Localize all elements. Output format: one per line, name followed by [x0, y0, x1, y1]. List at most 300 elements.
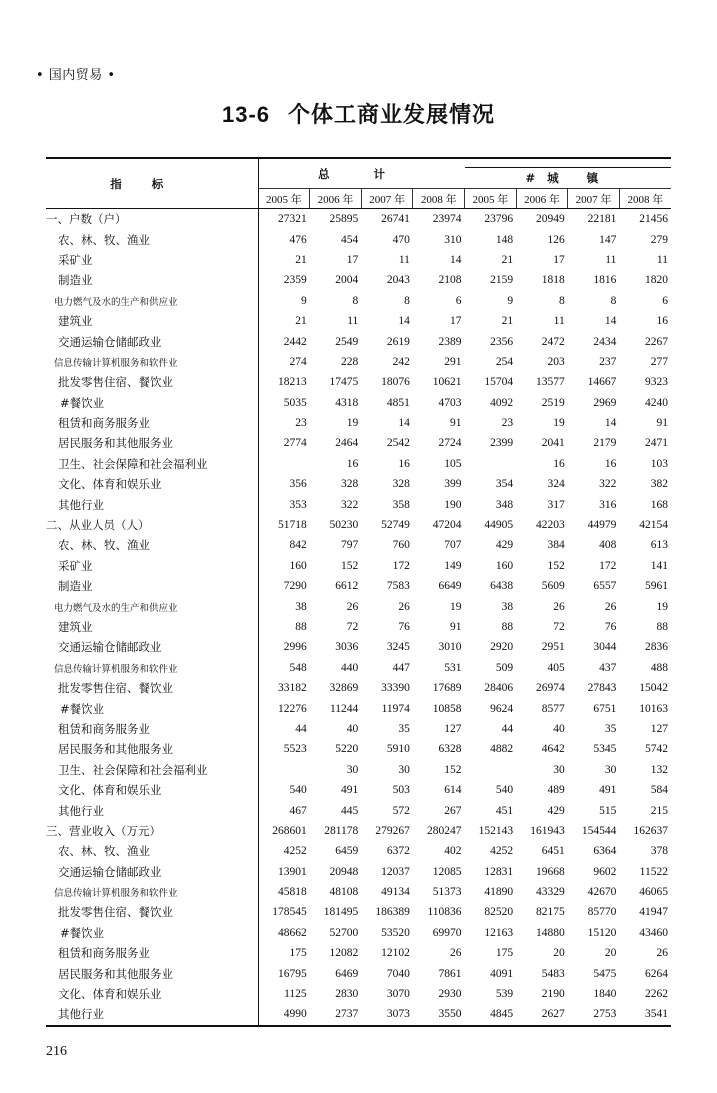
year-header: 2006 年: [516, 189, 568, 209]
cell-value: 445: [341, 804, 359, 817]
row-label: 卫生、社会保障和社会福利业: [46, 760, 258, 780]
cell-value: 186389: [375, 906, 410, 919]
cell-value: 279267: [375, 824, 410, 837]
statistics-table: [46, 157, 671, 1027]
cell-value: 160: [289, 559, 307, 572]
row-label: 一、户数（户）: [46, 209, 258, 230]
year-header: 2005 年: [465, 189, 517, 209]
cell-value: 5523: [283, 743, 307, 756]
row-label: 二、从业人员（人）: [46, 515, 258, 535]
cell-value: 5910: [386, 743, 410, 756]
table-row: [46, 413, 671, 433]
cell-value: 23974: [432, 213, 462, 226]
cell-value: [258, 454, 310, 474]
cell-value: 17689: [432, 682, 462, 695]
cell-value: 103: [650, 457, 668, 470]
cell-value: 38: [501, 600, 514, 613]
cell-value: 10621: [432, 376, 462, 389]
cell-value: 5035: [283, 396, 307, 409]
row-label: 租赁和商务服务业: [46, 943, 258, 963]
table-row: [46, 270, 671, 290]
cell-value: 12082: [329, 947, 359, 960]
cell-value: 5220: [335, 743, 359, 756]
row-label: 批发零售住宿、餐饮业: [46, 372, 258, 392]
cell-value: 6372: [386, 845, 410, 858]
table-row: [46, 352, 671, 372]
cell-value: 2389: [438, 335, 462, 348]
table-row: [46, 311, 671, 331]
cell-value: 2108: [438, 274, 462, 287]
cell-value: 2737: [310, 1004, 362, 1025]
cell-value: 17: [553, 253, 565, 266]
cell-value: 26: [398, 600, 410, 613]
cell-value: 2359: [283, 274, 307, 287]
cell-value: 2774: [283, 437, 307, 450]
cell-value: 488: [650, 661, 668, 674]
cell-value: 168: [650, 498, 668, 511]
cell-value: 19: [656, 600, 668, 613]
cell-value: 33182: [277, 682, 307, 695]
cell-value: 378: [650, 845, 668, 858]
cell-value: 28406: [484, 682, 514, 695]
cell-value: 4092: [490, 396, 514, 409]
cell-value: 17: [450, 315, 462, 328]
table-row: [46, 739, 671, 759]
cell-value: 3070: [386, 988, 410, 1001]
cell-value: 2930: [438, 988, 462, 1001]
row-label: 采矿业: [46, 556, 258, 576]
statistics-table-container: [46, 157, 671, 1027]
cell-value: 127: [444, 722, 462, 735]
cell-value: 44: [295, 722, 307, 735]
cell-value: 46065: [639, 886, 668, 899]
cell-value: 19668: [536, 865, 565, 878]
header-spacer: [465, 158, 671, 168]
cell-value: 2190: [541, 988, 565, 1001]
cell-value: 353: [289, 498, 307, 511]
cell-value: 614: [444, 784, 462, 797]
cell-value: 152: [444, 763, 462, 776]
table-row: [46, 963, 671, 983]
row-label: 其他行业: [46, 800, 258, 820]
cell-value: 88: [501, 621, 514, 633]
cell-value: 408: [599, 539, 617, 552]
cell-value: 19: [346, 417, 359, 430]
cell-value: 26: [346, 600, 359, 613]
table-row: [46, 841, 671, 861]
cell-value: 7290: [283, 580, 307, 593]
table-row: [46, 862, 671, 882]
cell-value: 6612: [335, 580, 359, 593]
indicator-header: 指标: [46, 158, 258, 209]
cell-value: 44979: [587, 519, 617, 532]
cell-value: 707: [444, 539, 462, 552]
cell-value: 15120: [587, 926, 617, 939]
cell-value: 19: [553, 417, 565, 430]
row-label: 居民服务和其他服务业: [46, 433, 258, 453]
page-title: [0, 98, 717, 129]
cell-value: 429: [547, 804, 565, 817]
cell-value: [465, 760, 517, 780]
row-label: 农、林、牧、渔业: [46, 841, 258, 861]
cell-value: 30: [398, 763, 410, 776]
cell-value: 3550: [413, 1004, 465, 1025]
cell-value: 11522: [639, 865, 668, 878]
cell-value: 2724: [438, 437, 462, 450]
cell-value: 476: [289, 233, 307, 246]
cell-value: 348: [495, 498, 514, 511]
cell-value: 2041: [541, 437, 565, 450]
cell-value: 41947: [639, 906, 668, 919]
cell-value: 152: [341, 559, 359, 572]
cell-value: 26: [656, 947, 668, 960]
cell-value: 69970: [432, 926, 462, 939]
row-label: 采矿业: [46, 250, 258, 270]
cell-value: 316: [599, 498, 617, 511]
year-header: 2008 年: [413, 189, 465, 209]
cell-value: 12163: [484, 926, 514, 939]
cell-value: 4703: [438, 396, 462, 409]
year-header: 2005 年: [258, 189, 310, 209]
cell-value: 17475: [329, 376, 359, 389]
cell-value: 2434: [593, 335, 617, 348]
cell-value: 52700: [329, 926, 359, 939]
cell-value: 2267: [645, 335, 668, 348]
cell-value: 4240: [645, 396, 668, 409]
table-row: [46, 494, 671, 514]
table-row: [46, 576, 671, 596]
cell-value: 14: [604, 315, 617, 328]
row-label: 租赁和商务服务业: [46, 719, 258, 739]
row-label: 其他行业: [46, 494, 258, 514]
cell-value: 10163: [639, 702, 668, 715]
cell-value: 6: [662, 294, 668, 307]
cell-value: 3036: [335, 641, 359, 654]
cell-value: 470: [392, 233, 410, 246]
cell-value: 11: [656, 253, 668, 266]
cell-value: 160: [495, 559, 514, 572]
cell-value: 3010: [438, 641, 462, 654]
group-header-total: 总 计: [258, 158, 464, 189]
row-label: 交通运输仓储邮政业: [46, 637, 258, 657]
cell-value: 5961: [645, 580, 668, 593]
cell-value: 242: [392, 355, 410, 368]
cell-value: 4642: [541, 743, 565, 756]
cell-value: 384: [547, 539, 565, 552]
year-header: 2008 年: [619, 189, 671, 209]
row-label: 文化、体育和娱乐业: [46, 474, 258, 494]
cell-value: 40: [346, 722, 359, 735]
cell-value: 162637: [633, 824, 668, 837]
cell-value: 279: [650, 233, 668, 246]
row-label: 居民服务和其他服务业: [46, 963, 258, 983]
cell-value: 30: [604, 763, 617, 776]
cell-value: 2004: [335, 274, 359, 287]
cell-value: 172: [599, 559, 617, 572]
cell-value: 322: [341, 498, 359, 511]
cell-value: 2951: [541, 641, 565, 654]
cell-value: 30: [346, 763, 359, 776]
cell-value: 16: [398, 457, 410, 470]
cell-value: 4252: [490, 845, 514, 858]
cell-value: 2969: [593, 396, 617, 409]
table-row: [46, 658, 671, 678]
cell-value: 11: [347, 315, 359, 328]
cell-value: 2836: [645, 641, 668, 654]
cell-value: 13577: [536, 376, 565, 389]
cell-value: 14: [450, 253, 462, 266]
cell-value: 18213: [277, 376, 307, 389]
cell-value: 126: [547, 233, 565, 246]
cell-value: 91: [656, 417, 668, 430]
cell-value: 268601: [272, 824, 307, 837]
cell-value: 277: [650, 355, 668, 368]
cell-value: 49134: [381, 886, 410, 899]
cell-value: 27321: [277, 213, 307, 226]
cell-value: 26: [553, 600, 565, 613]
cell-value: 110836: [427, 906, 462, 919]
cell-value: 8577: [541, 702, 565, 715]
cell-value: 2471: [645, 437, 668, 450]
table-row: [46, 617, 671, 637]
cell-value: 14: [398, 315, 410, 328]
cell-value: 6: [455, 294, 462, 307]
cell-value: 19: [450, 600, 462, 613]
table-row: [46, 535, 671, 555]
cell-value: 26741: [381, 213, 410, 226]
cell-value: 154544: [581, 824, 617, 837]
row-label: #餐饮业: [46, 923, 258, 943]
table-row: [46, 800, 671, 820]
cell-value: 254: [495, 355, 514, 368]
cell-value: 76: [398, 621, 410, 633]
cell-value: 8: [559, 294, 565, 307]
cell-value: 3541: [619, 1004, 671, 1025]
table-row: [46, 719, 671, 739]
cell-value: 454: [341, 233, 359, 246]
cell-value: 280247: [427, 824, 462, 837]
cell-value: 147: [599, 233, 617, 246]
table-row: [46, 454, 671, 474]
cell-value: 12276: [277, 702, 307, 715]
cell-value: 2996: [283, 641, 307, 654]
cell-value: 4318: [335, 396, 359, 409]
cell-value: 41890: [484, 886, 514, 899]
cell-value: 47204: [432, 519, 462, 532]
cell-value: 23: [501, 417, 514, 430]
table-body: [46, 209, 671, 1026]
row-label: 信息传输计算机服务和软件业: [46, 352, 258, 372]
cell-value: 14880: [536, 926, 565, 939]
cell-value: 44: [501, 722, 514, 735]
cell-value: 52749: [381, 519, 410, 532]
cell-value: 7861: [438, 967, 462, 980]
cell-value: 5609: [541, 580, 565, 593]
cell-value: 42670: [587, 886, 617, 899]
cell-value: 85770: [587, 906, 617, 919]
row-label: 交通运输仓储邮政业: [46, 331, 258, 351]
cell-value: 9: [300, 294, 307, 307]
cell-value: 503: [392, 784, 410, 797]
cell-value: 1818: [541, 274, 565, 287]
row-label: 建筑业: [46, 311, 258, 331]
cell-value: 82520: [484, 906, 514, 919]
table-row: [46, 923, 671, 943]
cell-value: 515: [599, 804, 617, 817]
cell-value: 88: [656, 621, 668, 633]
row-label: 农、林、牧、渔业: [46, 535, 258, 555]
group-header-urban: #城 镇: [465, 168, 671, 189]
cell-value: 5345: [593, 743, 617, 756]
cell-value: 26974: [536, 682, 565, 695]
cell-value: 175: [495, 947, 514, 960]
cell-value: 4851: [386, 396, 410, 409]
cell-value: 2549: [335, 335, 359, 348]
cell-value: 152: [547, 559, 565, 572]
cell-value: 451: [495, 804, 514, 817]
cell-value: 13901: [277, 865, 307, 878]
cell-value: 91: [450, 621, 462, 633]
cell-value: 6438: [490, 580, 514, 593]
cell-value: 7040: [386, 967, 410, 980]
table-row: [46, 698, 671, 718]
cell-value: 7583: [386, 580, 410, 593]
cell-value: 317: [547, 498, 565, 511]
cell-value: 203: [547, 355, 565, 368]
cell-value: 281178: [324, 824, 359, 837]
row-label: 批发零售住宿、餐饮业: [46, 902, 258, 922]
cell-value: 437: [599, 661, 617, 674]
cell-value: 51373: [432, 886, 462, 899]
row-label: 卫生、社会保障和社会福利业: [46, 454, 258, 474]
cell-value: 1820: [645, 274, 668, 287]
cell-value: 172: [392, 559, 410, 572]
cell-value: 35: [604, 722, 617, 735]
cell-value: 548: [289, 661, 307, 674]
table-row: [46, 902, 671, 922]
cell-value: 16: [553, 457, 565, 470]
cell-value: 328: [341, 478, 359, 491]
cell-value: 572: [392, 804, 410, 817]
year-header: 2007 年: [361, 189, 413, 209]
cell-value: 356: [289, 478, 307, 491]
cell-value: 10858: [432, 702, 462, 715]
cell-value: 26: [604, 600, 617, 613]
year-header: 2007 年: [568, 189, 620, 209]
cell-value: 21: [501, 315, 514, 328]
cell-value: 405: [547, 661, 565, 674]
cell-value: 2262: [645, 988, 668, 1001]
cell-value: 152143: [478, 824, 514, 837]
cell-value: 613: [650, 539, 668, 552]
table-row: [46, 556, 671, 576]
cell-value: 33390: [381, 682, 410, 695]
table-row: [46, 943, 671, 963]
table-row: [46, 209, 671, 230]
cell-value: 18076: [381, 376, 410, 389]
row-label: 建筑业: [46, 617, 258, 637]
cell-value: 4882: [490, 743, 514, 756]
cell-value: 141: [650, 559, 668, 572]
cell-value: 82175: [536, 906, 565, 919]
page-number: 216: [46, 1044, 67, 1059]
section-tag: • 国内贸易 •: [36, 68, 116, 83]
cell-value: 23796: [484, 213, 514, 226]
cell-value: 842: [289, 539, 307, 552]
row-label: 其他行业: [46, 1004, 258, 1025]
cell-value: 48108: [329, 886, 359, 899]
cell-value: 6649: [438, 580, 462, 593]
cell-value: 48662: [277, 926, 307, 939]
cell-value: 358: [392, 498, 410, 511]
cell-value: [258, 760, 310, 780]
cell-value: 8: [610, 294, 617, 307]
cell-value: 6364: [593, 845, 617, 858]
row-label: #餐饮业: [46, 698, 258, 718]
cell-value: 2753: [568, 1004, 620, 1025]
cell-value: 6264: [645, 967, 668, 980]
cell-value: 190: [444, 498, 462, 511]
cell-value: 2464: [335, 437, 359, 450]
cell-value: 9624: [490, 702, 514, 715]
cell-value: 382: [650, 478, 668, 491]
cell-value: 467: [289, 804, 307, 817]
cell-value: 2830: [335, 988, 359, 1001]
table-row: [46, 780, 671, 800]
cell-value: 9323: [645, 376, 668, 389]
table-row: [46, 331, 671, 351]
row-label: 居民服务和其他服务业: [46, 739, 258, 759]
row-label: 信息传输计算机服务和软件业: [46, 658, 258, 678]
table-row: [46, 821, 671, 841]
cell-value: 91: [450, 417, 462, 430]
cell-value: 76: [604, 621, 617, 633]
cell-value: 127: [650, 722, 668, 735]
cell-value: 9602: [593, 865, 617, 878]
table-row: [46, 433, 671, 453]
cell-value: 228: [341, 355, 359, 368]
cell-value: 16: [604, 457, 617, 470]
cell-value: 12831: [484, 865, 514, 878]
cell-value: 72: [553, 621, 565, 633]
cell-value: 2619: [386, 335, 410, 348]
cell-value: 8: [352, 294, 359, 307]
cell-value: 539: [495, 988, 514, 1001]
cell-value: 105: [444, 457, 462, 470]
table-row: [46, 515, 671, 535]
row-label: 租赁和商务服务业: [46, 413, 258, 433]
cell-value: 21: [295, 315, 307, 328]
cell-value: 2627: [516, 1004, 568, 1025]
cell-value: 291: [444, 355, 462, 368]
row-label: 三、营业收入（万元）: [46, 821, 258, 841]
cell-value: 26: [450, 947, 462, 960]
cell-value: 42154: [639, 519, 668, 532]
table-row: [46, 474, 671, 494]
cell-value: [465, 454, 517, 474]
cell-value: 11974: [381, 702, 410, 715]
cell-value: 509: [495, 661, 514, 674]
cell-value: 5475: [593, 967, 617, 980]
cell-value: 6469: [335, 967, 359, 980]
cell-value: 161943: [530, 824, 565, 837]
cell-value: 15042: [639, 682, 668, 695]
cell-value: 12085: [432, 865, 462, 878]
cell-value: 5483: [541, 967, 565, 980]
cell-value: 148: [495, 233, 514, 246]
cell-value: 447: [392, 661, 410, 674]
cell-value: 1125: [284, 988, 307, 1001]
